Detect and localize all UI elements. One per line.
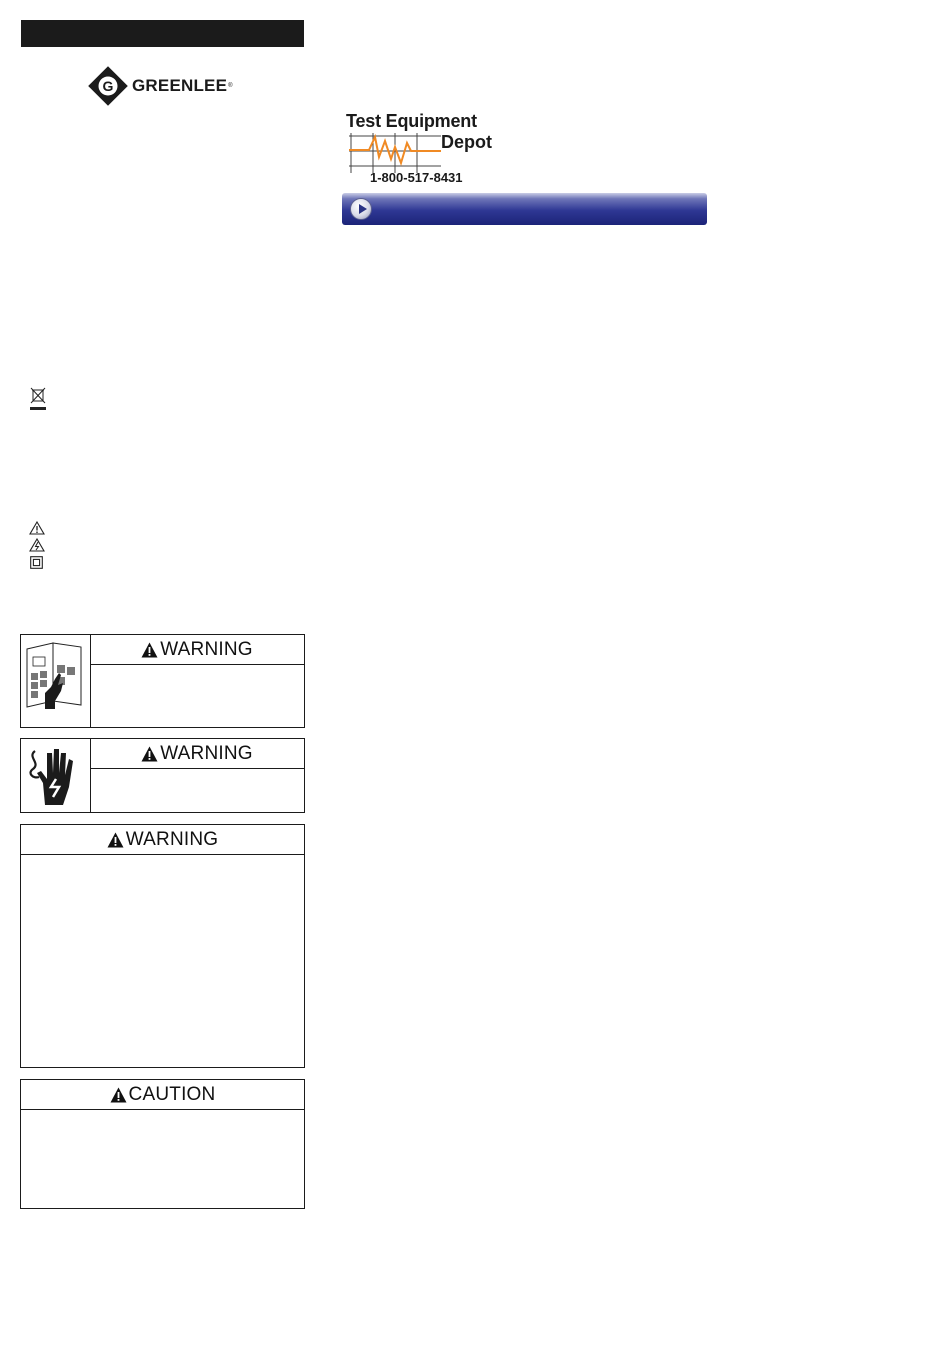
warning-triangle-icon: [141, 746, 158, 762]
weee-bin-icon: [28, 386, 48, 414]
caution-box: [20, 1079, 305, 1209]
warning-box-shock: [20, 738, 305, 813]
greenlee-logo: [88, 64, 238, 108]
ted-title: Test Equipment: [346, 111, 477, 131]
warning-triangle-icon: [107, 832, 124, 848]
warning-triangle-icon: [141, 642, 158, 658]
brand-name: GREENLEE: [132, 76, 228, 95]
electric-shock-hand-icon: [21, 739, 89, 811]
ted-subtitle: Depot: [441, 132, 492, 152]
ted-banner[interactable]: [342, 193, 707, 225]
manual-reading-icon: [21, 635, 89, 725]
warning-triangle-icon: [29, 521, 45, 535]
greenlee-diamond-icon: [88, 66, 128, 106]
ted-logo[interactable]: [343, 113, 508, 189]
header-bar: [21, 20, 304, 47]
caution-header: [21, 1080, 304, 1110]
warning-header: [90, 635, 304, 665]
warning-icon-cell: [21, 739, 91, 812]
warning-header: [90, 739, 304, 769]
warning-label: WARNING: [160, 742, 253, 764]
warning-triangle-icon: [110, 1087, 127, 1103]
oscilloscope-graph-icon: [349, 133, 441, 173]
shock-triangle-icon: [29, 538, 45, 552]
caution-label: CAUTION: [128, 1083, 216, 1105]
warning-label: WARNING: [160, 638, 253, 660]
greenlee-mark: G: [102, 78, 114, 94]
registered-mark: ®: [228, 83, 233, 89]
warning-header: [21, 825, 304, 855]
warning-box-general: [20, 824, 305, 1068]
warning-label: WARNING: [125, 828, 219, 850]
warning-box-manual: [20, 634, 305, 728]
double-insulation-icon: [30, 556, 43, 569]
warning-icon-cell: [21, 635, 91, 727]
play-icon[interactable]: [350, 198, 372, 220]
ted-phone: 1-800-517-8431: [370, 170, 463, 185]
